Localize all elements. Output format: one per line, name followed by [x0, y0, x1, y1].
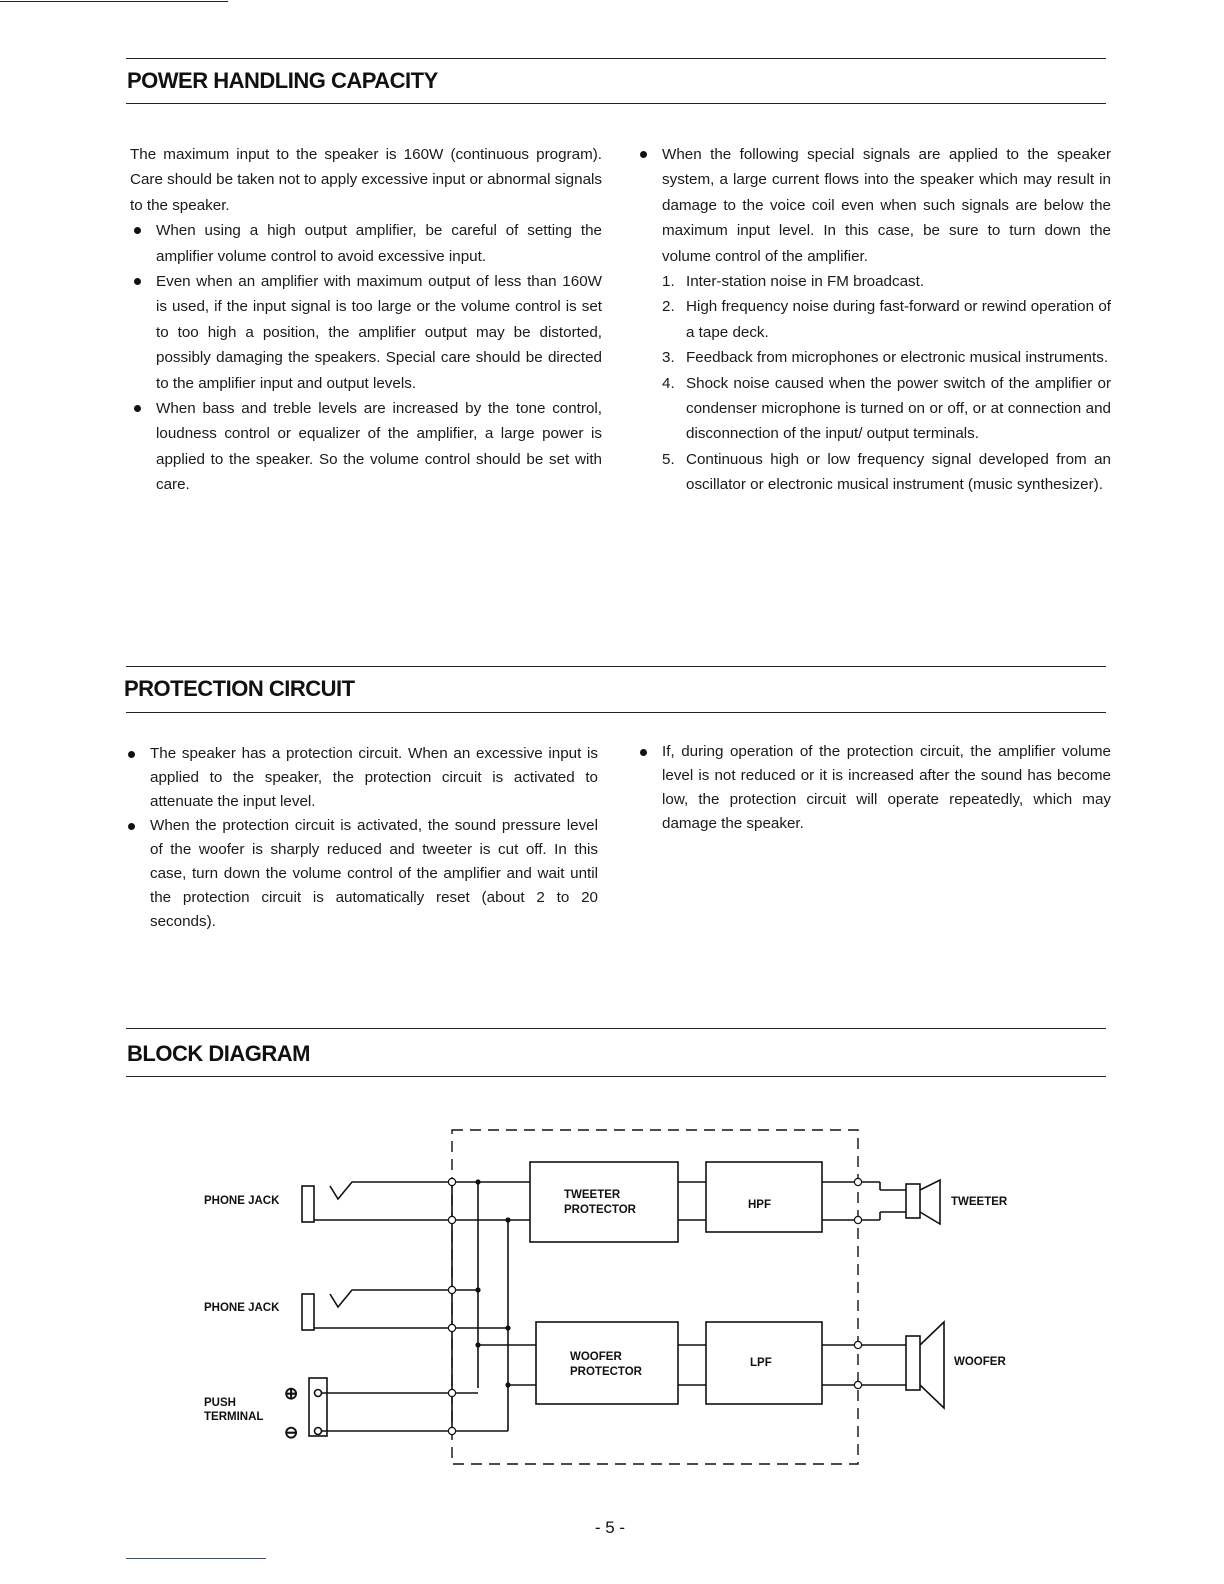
protection-left-list — [124, 742, 598, 934]
signal-number: 4. — [662, 374, 675, 392]
block-diagram — [0, 1100, 1224, 1500]
phone-jack-2-label: PHONE JACK — [204, 1302, 280, 1314]
protection-heading: PROTECTION CIRCUIT — [124, 676, 355, 701]
power-bullet-list — [130, 218, 602, 497]
hpf-box — [706, 1162, 822, 1232]
phone-jack-1-contact — [330, 1182, 452, 1199]
woofer-cone — [920, 1322, 944, 1408]
terminal-label: TERMINAL — [204, 1411, 264, 1423]
signal-number: 1. — [662, 273, 675, 291]
signal-number: 2. — [662, 298, 675, 316]
enclosure-boundary — [452, 1130, 858, 1464]
section-rule-bottom — [126, 712, 1106, 713]
woofer-protector-box — [536, 1322, 678, 1404]
plus-terminal-icon: ⊕ — [284, 1384, 299, 1403]
push-label: PUSH — [204, 1397, 236, 1409]
signal-item-2 — [662, 294, 1111, 345]
power-handling-heading: POWER HANDLING CAPACITY — [127, 68, 438, 93]
tweeter-label: TWEETER — [951, 1196, 1008, 1208]
woofer-protector-label-line2: PROTECTOR — [570, 1366, 642, 1378]
signal-text: Inter-station noise in FM broadcast. — [686, 273, 925, 291]
power-right-column — [636, 142, 1111, 498]
signal-item-3 — [662, 345, 1111, 370]
signal-item-5 — [662, 447, 1111, 498]
section-rule-top — [126, 1028, 1106, 1029]
page-number: - 5 - — [594, 1518, 626, 1537]
signal-item-1 — [662, 269, 1111, 294]
hpf-label: HPF — [748, 1199, 771, 1211]
tweeter-protector-box — [530, 1162, 678, 1242]
block-diagram-heading: BLOCK DIAGRAM — [127, 1041, 310, 1066]
bottom-edge-mark — [126, 1558, 266, 1559]
woofer-label: WOOFER — [954, 1356, 1006, 1368]
lpf-label: LPF — [750, 1357, 772, 1369]
tweeter-driver — [906, 1184, 920, 1218]
power-intro-paragraph: The maximum input to the speaker is 160W (continuous program). Care should be taken not to apply excessive input or abnormal signals to the speaker. — [130, 146, 602, 214]
section-rule-top — [126, 666, 1106, 667]
signal-item-4 — [662, 371, 1111, 447]
section-rule-bottom — [126, 1076, 1106, 1077]
protection-left-column — [124, 742, 598, 934]
special-signals-bullet — [636, 142, 1111, 269]
special-signals-list — [636, 269, 1111, 498]
phone-jack-2-symbol — [302, 1294, 314, 1330]
top-edge-mark — [0, 1, 228, 2]
protection-bullet-2: When the protection circuit is activated, the sound pressure level of the woofer is sharply reduced and tweeter is cut off. In this case, turn down the volume control of the amplifier and wait until the protection circuit is automatically reset (about 2 to 20 seconds). — [124, 814, 598, 934]
section-rule-bottom — [126, 103, 1106, 104]
woofer-driver — [906, 1336, 920, 1390]
minus-terminal-icon: ⊖ — [284, 1423, 299, 1442]
phone-jack-2-contact — [330, 1290, 452, 1307]
phone-jack-1-label: PHONE JACK — [204, 1195, 280, 1207]
protection-bullet-3: If, during operation of the protection circuit, the amplifier volume level is not reduced or it is increased after the sound has become low, the protection circuit will operate repeatedly, which may damage the speaker. — [636, 740, 1111, 836]
power-bullet-2: Even when an amplifier with maximum output of less than 160W is used, if the input signal is too large or the volume control is set to too high a position, the amplifier output may be distorted, possibly damaging the speakers. Special care should be directed to the amplifier input and output levels. — [130, 269, 602, 396]
special-signals-intro: When the following special signals are applied to the speaker system, a large current flows into the speaker which may result in damage to the voice coil even when such signals are below the maximum input level. In this case, be sure to turn down the volume control of the amplifier. — [636, 142, 1111, 269]
section-rule-top — [126, 58, 1106, 59]
power-left-column — [130, 142, 602, 498]
protection-right-list — [636, 740, 1111, 836]
protection-right-column — [636, 740, 1111, 836]
phone-jack-1-symbol — [302, 1186, 314, 1222]
protection-bullet-1: The speaker has a protection circuit. When an excessive input is applied to the speaker, the protection circuit is activated to attenuate the input level. — [124, 742, 598, 814]
signal-number: 3. — [662, 349, 675, 367]
woofer-protector-label-line1: WOOFER — [570, 1351, 622, 1363]
signal-text: Shock noise caused when the power switch of the amplifier or condenser microphone is turned on or off, or at connection and disconnection of the input/ output terminals. — [686, 374, 1111, 443]
signal-text: Continuous high or low frequency signal developed from an oscillator or electronic musical instrument (music synthesizer). — [686, 450, 1111, 494]
tweeter-protector-label-line2: PROTECTOR — [564, 1204, 636, 1216]
signal-text: Feedback from microphones or electronic musical instruments. — [686, 349, 1109, 367]
tweeter-protector-label-line1: TWEETER — [564, 1189, 621, 1201]
signal-text: High frequency noise during fast-forward or rewind operation of a tape deck. — [686, 298, 1111, 341]
power-bullet-1: When using a high output amplifier, be careful of setting the amplifier volume control to avoid excessive input. — [130, 218, 602, 269]
power-bullet-3: When bass and treble levels are increased by the tone control, loudness control or equalizer of the amplifier, a large power is applied to the speaker. So the volume control should be set with care. — [130, 396, 602, 498]
tweeter-cone — [920, 1180, 940, 1224]
signal-number: 5. — [662, 450, 675, 468]
